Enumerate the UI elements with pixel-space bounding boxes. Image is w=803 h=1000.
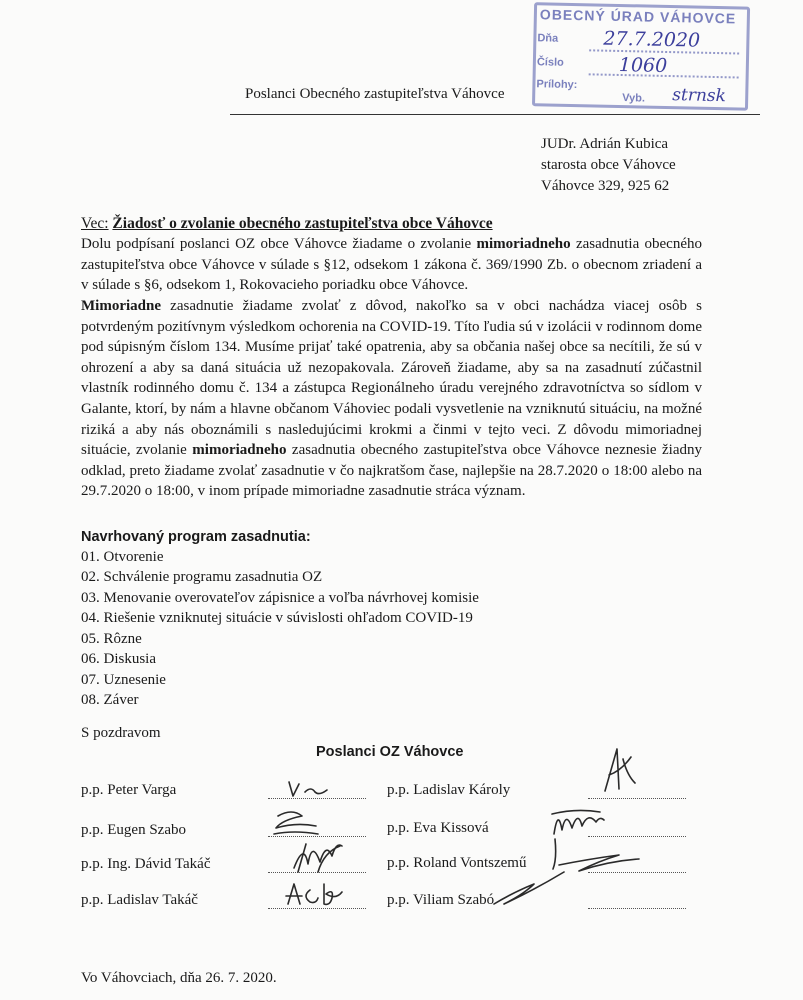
stamp-date-handwritten: 27.7.2020 [603, 27, 701, 52]
stamp-label-attachments: Prílohy: [536, 78, 578, 92]
signature-line [588, 798, 686, 799]
signatory-name: p.p. Peter Varga [81, 782, 177, 798]
program-heading: Navrhovaný program zasadnutia: [81, 529, 311, 545]
signature-eugen-szabo [268, 808, 328, 838]
program-item: 03. Menovanie overovateľov zápisnice a voľba návrhovej komisie [81, 590, 479, 606]
program-item: 01. Otvorenie [81, 549, 164, 565]
signatory-name: p.p. Eva Kissová [387, 820, 489, 836]
program-item: 07. Uznesenie [81, 672, 166, 688]
program-item: 06. Diskusia [81, 651, 156, 667]
signature-ladislav-karoly [595, 745, 640, 795]
signature-david-takac [290, 838, 352, 878]
stamp-label-handler: Vyb. [622, 92, 646, 105]
body-paragraph-2 [81, 296, 702, 502]
signatory-name: p.p. Viliam Szabó [387, 892, 495, 908]
program-item: 08. Záver [81, 692, 139, 708]
signatory-name: p.p. Ladislav Takáč [81, 892, 198, 908]
signature-viliam-szabo [490, 868, 575, 908]
body-text: Dolu podpísaní poslanci OZ obce Váhovce žiadame o zvolanie [81, 236, 477, 252]
signature-ladislav-takac [280, 878, 350, 910]
body-text: zasadnutia obecného zastupiteľstva obce Váhovce neznesie žiadny odklad, preto žiadame zvolať zasadnutie v čo najkratšom čase, najlepšie na 28.7.2020 o 18:00 alebo na 29.7.2020 o 18:00, v inom prípade mimoriadne zasadnutie stráca význam. [81, 442, 702, 500]
header-divider [230, 114, 760, 115]
signature-peter-varga [285, 778, 345, 800]
signatory-name: p.p. Roland Vontszemű [387, 855, 527, 871]
stamp-label-number: Číslo [536, 56, 564, 69]
program-item: 05. Rôzne [81, 631, 142, 647]
signature-line [588, 908, 686, 909]
stamp-title: OBECNÝ ÚRAD VÁHOVCE [539, 6, 737, 27]
signatory-name: p.p. Eugen Szabo [81, 822, 186, 838]
body-text: zasadnutie žiadame zvolať z dôvod, nakoľko sa v obci nachádza viacej osôb s potvrdeným pozitívnym výsledkom ochorenia na COVID-19. Títo ľudia sú v izolácii v rodinnom dome pod súpisným číslom 134. Musíme prijať také opatrenia, aby sa občania našej obce sa necítili, že sú v ohrození a aby sa daná situácia už nezopakovala. Zároveň žiadame, aby sa na zasadnutí zúčastnil vlastník rodinného domu č. 134 a zástupca Regionálneho úradu verejného zdravotníctva so sídlom v Galante, ktorí, by nám a hlavne občanom Váhoviec podali vysvetlenie na vzniknutú situáciu, na možné riziká a aby nás oboznámili s nasledujúcimi krokmi a činmi v tejto veci. Z dôvodu mimoriadnej situácie, zvolanie [81, 298, 702, 459]
signatory-name: p.p. Ladislav Károly [387, 782, 511, 798]
registry-stamp [532, 2, 803, 116]
body-text: zasadnutia obecného zastupiteľstva obce Váhovce v súlade s §12, odsekom 1 zákona č. 369/1990 Zb. o obecnom zriadení a v súlade s §6, odsekom 1, Rokovacieho poriadku obce Váhovce. [81, 236, 702, 294]
place-and-date: Vo Váhovciach, dňa 26. 7. 2020. [81, 970, 277, 986]
closing-group: Poslanci OZ Váhovce [316, 744, 464, 760]
addressee-address: Váhovce 329, 925 62 [541, 178, 670, 194]
addressee-name: JUDr. Adrián Kubica [541, 136, 669, 152]
letter-sender-header: Poslanci Obecného zastupiteľstva Váhovce [245, 86, 505, 102]
subject-prefix: Vec: [81, 215, 109, 232]
closing-greeting: S pozdravom [81, 725, 161, 741]
signature-eva-kissova [548, 800, 608, 840]
stamp-handler-handwritten: strnsk [672, 85, 727, 107]
body-emphasis: mimoriadneho [192, 442, 287, 459]
body-paragraph-1 [81, 234, 702, 296]
subject-line [81, 215, 493, 233]
program-item: 04. Riešenie vzniknutej situácie v súvislosti ohľadom COVID-19 [81, 610, 473, 626]
signatory-name: p.p. Ing. Dávid Takáč [81, 856, 211, 872]
stamp-number-handwritten: 1060 [618, 53, 668, 77]
subject-text: Žiadosť o zvolanie obecného zastupiteľstva obce Váhovce [112, 215, 493, 232]
body-emphasis: Mimoriadne [81, 298, 161, 314]
addressee-role: starosta obce Váhovce [541, 157, 676, 173]
program-item: 02. Schválenie programu zasadnutia OZ [81, 569, 323, 585]
stamp-label-date: Dňa [537, 32, 559, 45]
body-emphasis: mimoriadneho [476, 236, 571, 252]
